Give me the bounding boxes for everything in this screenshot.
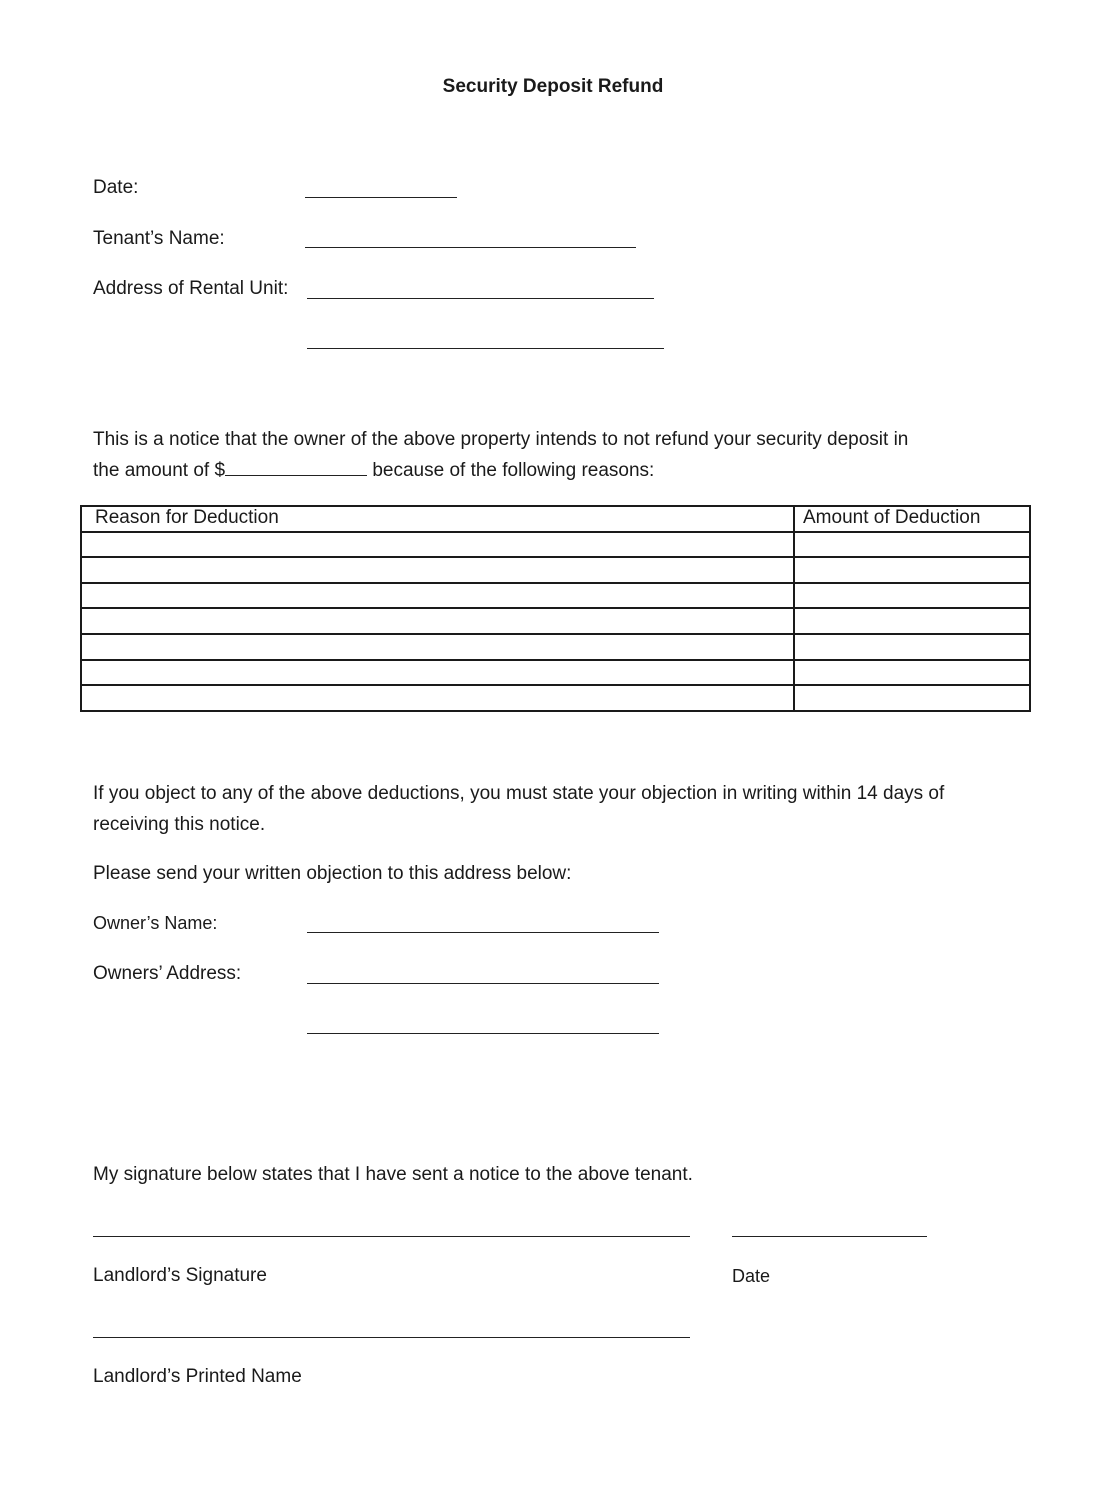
table-row [81,634,1030,660]
amount-cell[interactable] [794,634,1030,660]
amount-cell[interactable] [794,532,1030,558]
amount-cell[interactable] [794,557,1030,583]
landlord-signature-field[interactable] [93,1236,690,1237]
landlord-printed-name-field[interactable] [93,1337,690,1338]
reason-cell[interactable] [81,532,794,558]
reason-cell[interactable] [81,608,794,634]
date-field[interactable] [305,197,457,198]
reason-cell[interactable] [81,685,794,711]
document-title: Security Deposit Refund [442,76,664,97]
landlord-signature-label: Landlord’s Signature [93,1265,267,1286]
reason-cell[interactable] [81,660,794,686]
owner-name-label: Owner’s Name: [93,913,218,933]
column-header-amount: Amount of Deduction [794,506,1030,532]
owner-address-field-line1[interactable] [307,983,659,984]
notice-line-2 [93,455,1023,486]
tenant-name-field[interactable] [305,247,636,248]
rental-address-field-line2[interactable] [307,348,664,349]
rental-address-label: Address of Rental Unit: [93,278,289,299]
date-label: Date: [93,177,139,198]
signature-date-field[interactable] [732,1236,927,1237]
tenant-name-label: Tenant’s Name: [93,228,225,249]
table-header-row [81,506,1030,532]
table-row [81,583,1030,609]
amount-cell[interactable] [794,685,1030,711]
reason-cell[interactable] [81,634,794,660]
table-row [81,608,1030,634]
column-header-reason: Reason for Deduction [81,506,794,532]
owner-name-field[interactable] [307,932,659,933]
objection-paragraph: If you object to any of the above deductions, you must state your objection in writing within 14 days of receiving this notice. [93,783,945,835]
owner-address-label: Owners’ Address: [93,963,242,984]
landlord-printed-name-label: Landlord’s Printed Name [93,1366,302,1387]
table-row [81,685,1030,711]
amount-cell[interactable] [794,583,1030,609]
table-row [81,557,1030,583]
notice-line-1: This is a notice that the owner of the above property intends to not refund your security deposit in [93,429,909,450]
notice-amount-prefix: the amount of $ [93,460,226,481]
signature-date-label: Date [732,1266,771,1286]
notice-paragraph [93,424,1023,486]
reason-cell[interactable] [81,557,794,583]
table-row [81,660,1030,686]
signature-statement: My signature below states that I have sent a notice to the above tenant. [93,1164,693,1185]
amount-cell[interactable] [794,660,1030,686]
table-row [81,532,1030,558]
notice-amount-suffix: because of the following reasons: [367,460,655,481]
reason-cell[interactable] [81,583,794,609]
deduction-table [80,505,1031,712]
amount-cell[interactable] [794,608,1030,634]
send-instruction: Please send your written objection to this address below: [93,863,572,884]
owner-address-field-line2[interactable] [307,1033,659,1034]
rental-address-field-line1[interactable] [307,298,654,299]
deposit-amount-field[interactable] [225,455,367,476]
